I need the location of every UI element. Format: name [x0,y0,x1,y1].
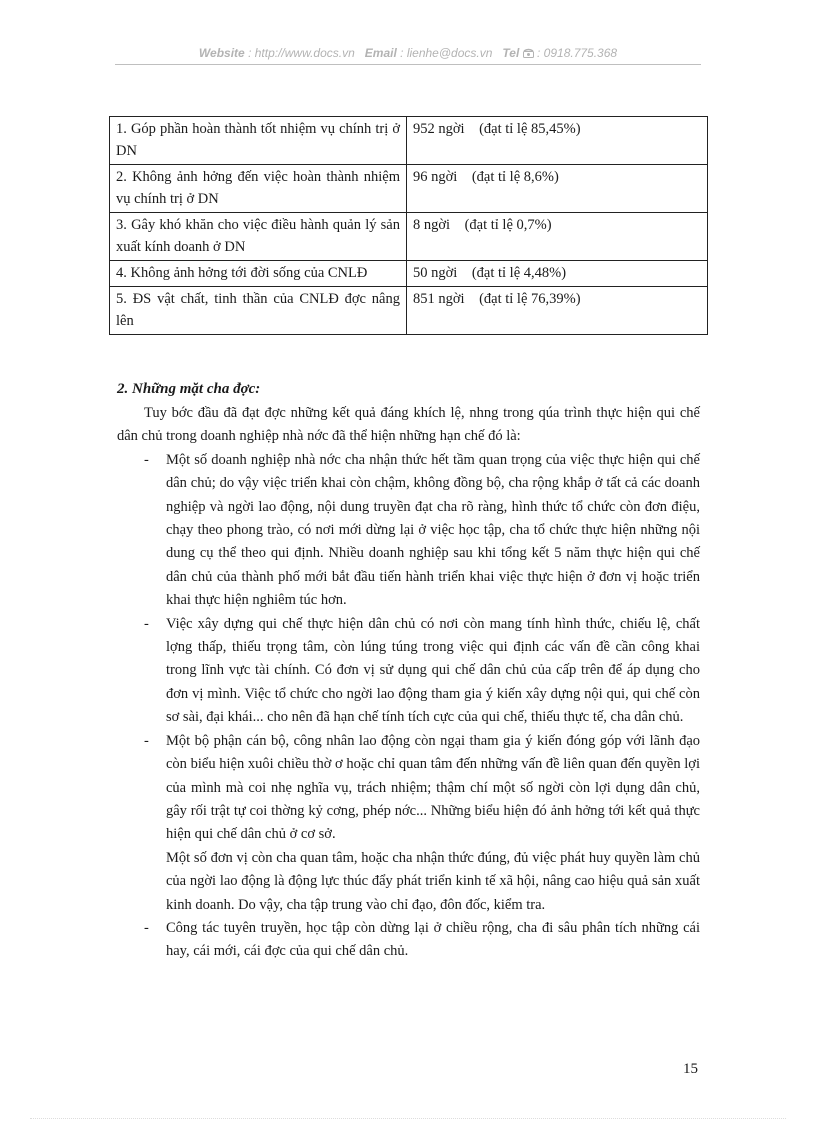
table-row [110,287,708,335]
list-item [117,730,700,847]
section-body [117,402,700,964]
table-row [110,261,708,287]
website-label: Website [198,46,245,60]
table-cell-result: 96 ngời (đạt tỉ lệ 8,6%) [407,165,708,213]
table-row [110,213,708,261]
list-item [117,917,700,964]
table-cell-item: 4. Không ảnh hởng tới đời sống của CNLĐ [110,261,407,287]
bullet-dash: - [144,919,149,936]
tel-value: : 0918.775.368 [537,46,618,60]
page-header [0,46,816,60]
limitations-list-continued [117,917,700,964]
page-number: 15 [683,1061,698,1077]
bullet-dash: - [144,732,149,749]
list-item-text: Một bộ phận cán bộ, công nhân lao động còn ngại tham gia ý kiến đóng góp với lãnh đạo còn biểu hiện xuôi chiều thờ ơ hoặc chỉ quan tâm đến những vấn đề liên quan đến quyền lợi của mình mà coi nhẹ nghĩa vụ, trách nhiệm; thậm chí một số ngời còn lợi dụng dân chủ, gây rối trật tự coi thờng kỷ cơng, phép nớc... Những biểu hiện đó ảnh hởng tới kết quả thực hiện qui chế dân chủ ở cơ sở. [166,732,700,843]
footer-divider [30,1118,786,1119]
email-label: Email [364,46,397,60]
limitations-list [117,449,700,847]
bullet-dash: - [144,451,149,468]
survey-results-table [109,116,708,335]
table-cell-result: 851 ngời (đạt tỉ lệ 76,39%) [407,287,708,335]
list-item-text: Một số doanh nghiệp nhà nớc cha nhận thức hết tầm quan trọng của việc thực hiện qui chế dân chủ; do vậy việc triển khai còn chậm, không đồng bộ, cha rộng khắp ở tất cả các doanh nghiệp và ngời lao động, nội dung truyền đạt cha rõ ràng, hình thức tổ chức còn đơn điệu, chạy theo phong trào, có nơi mới dừng lại ở việc học tập, cha tổ chức thực hiện những nội dung cụ thể theo qui định. Nhiều doanh nghiệp sau khi tổng kết 5 năm thực hiện qui chế dân chủ của thành phố mới bắt đầu tiến hành triển khai việc thực hiện ở đơn vị hoặc triển khai thực hiện nghiêm túc hơn. [166,451,700,609]
list-item [117,449,700,613]
table-cell-item: 3. Gây khó khăn cho việc điều hành quản lý sản xuất kính doanh ở DN [110,213,407,261]
table-row [110,117,708,165]
table-cell-item: 2. Không ảnh hởng đến việc hoàn thành nhiệm vụ chính trị ở DN [110,165,407,213]
tel-label: Tel [502,46,520,60]
telephone-icon [523,46,537,60]
table-row [110,165,708,213]
header-divider [115,64,701,65]
table-cell-result: 50 ngời (đạt tỉ lệ 4,48%) [407,261,708,287]
section-heading: 2. Những mặt cha đợc: [117,381,261,397]
table-cell-result: 952 ngời (đạt tỉ lệ 85,45%) [407,117,708,165]
list-item-text: Việc xây dựng qui chế thực hiện dân chủ có nơi còn mang tính hình thức, chiếu lệ, chất lợng thấp, thiếu trọng tâm, còn lúng túng trong việc qui định các vấn đề cần công khai trong lĩnh vực tài chính. Có đơn vị sử dụng qui chế dân chủ của cấp trên để áp dụng cho đơn vị mình. Việc tổ chức cho ngời lao động tham gia ý kiến xây dựng nội qui, qui chế còn sơ sài, đại khái... cho nên đã hạn chế tính tích cực của qui chế, thiếu thực tế, cha dân chủ. [166,615,700,726]
email-value[interactable]: : lienhe@docs.vn [400,46,493,60]
list-item [117,613,700,730]
list-item-text: Công tác tuyên truyền, học tập còn dừng lại ở chiều rộng, cha đi sâu phân tích những cái hay, cái mới, cái đợc của qui chế dân chủ. [166,919,700,960]
bullet-dash: - [144,615,149,632]
table-cell-item: 1. Góp phần hoàn thành tốt nhiệm vụ chính trị ở DN [110,117,407,165]
sub-paragraph: Một số đơn vị còn cha quan tâm, hoặc cha nhận thức đúng, đủ việc phát huy quyền làm chủ của ngời lao động là động lực thúc đẩy phát triển kinh tế xã hội, nâng cao hiệu quả sản xuất kinh doanh. Do vậy, cha tập trung vào chỉ đạo, đôn đốc, kiểm tra. [166,849,700,913]
table-cell-item: 5. ĐS vật chất, tinh thần của CNLĐ đợc nâng lên [110,287,407,335]
table-cell-result: 8 ngời (đạt tỉ lệ 0,7%) [407,213,708,261]
intro-paragraph: Tuy bớc đầu đã đạt đợc những kết quả đáng khích lệ, nhng trong qúa trình thực hiện qui chế dân chủ trong doanh nghiệp nhà nớc đã thể hiện những hạn chế đó là: [117,405,700,445]
website-value[interactable]: : http://www.docs.vn [248,46,355,60]
